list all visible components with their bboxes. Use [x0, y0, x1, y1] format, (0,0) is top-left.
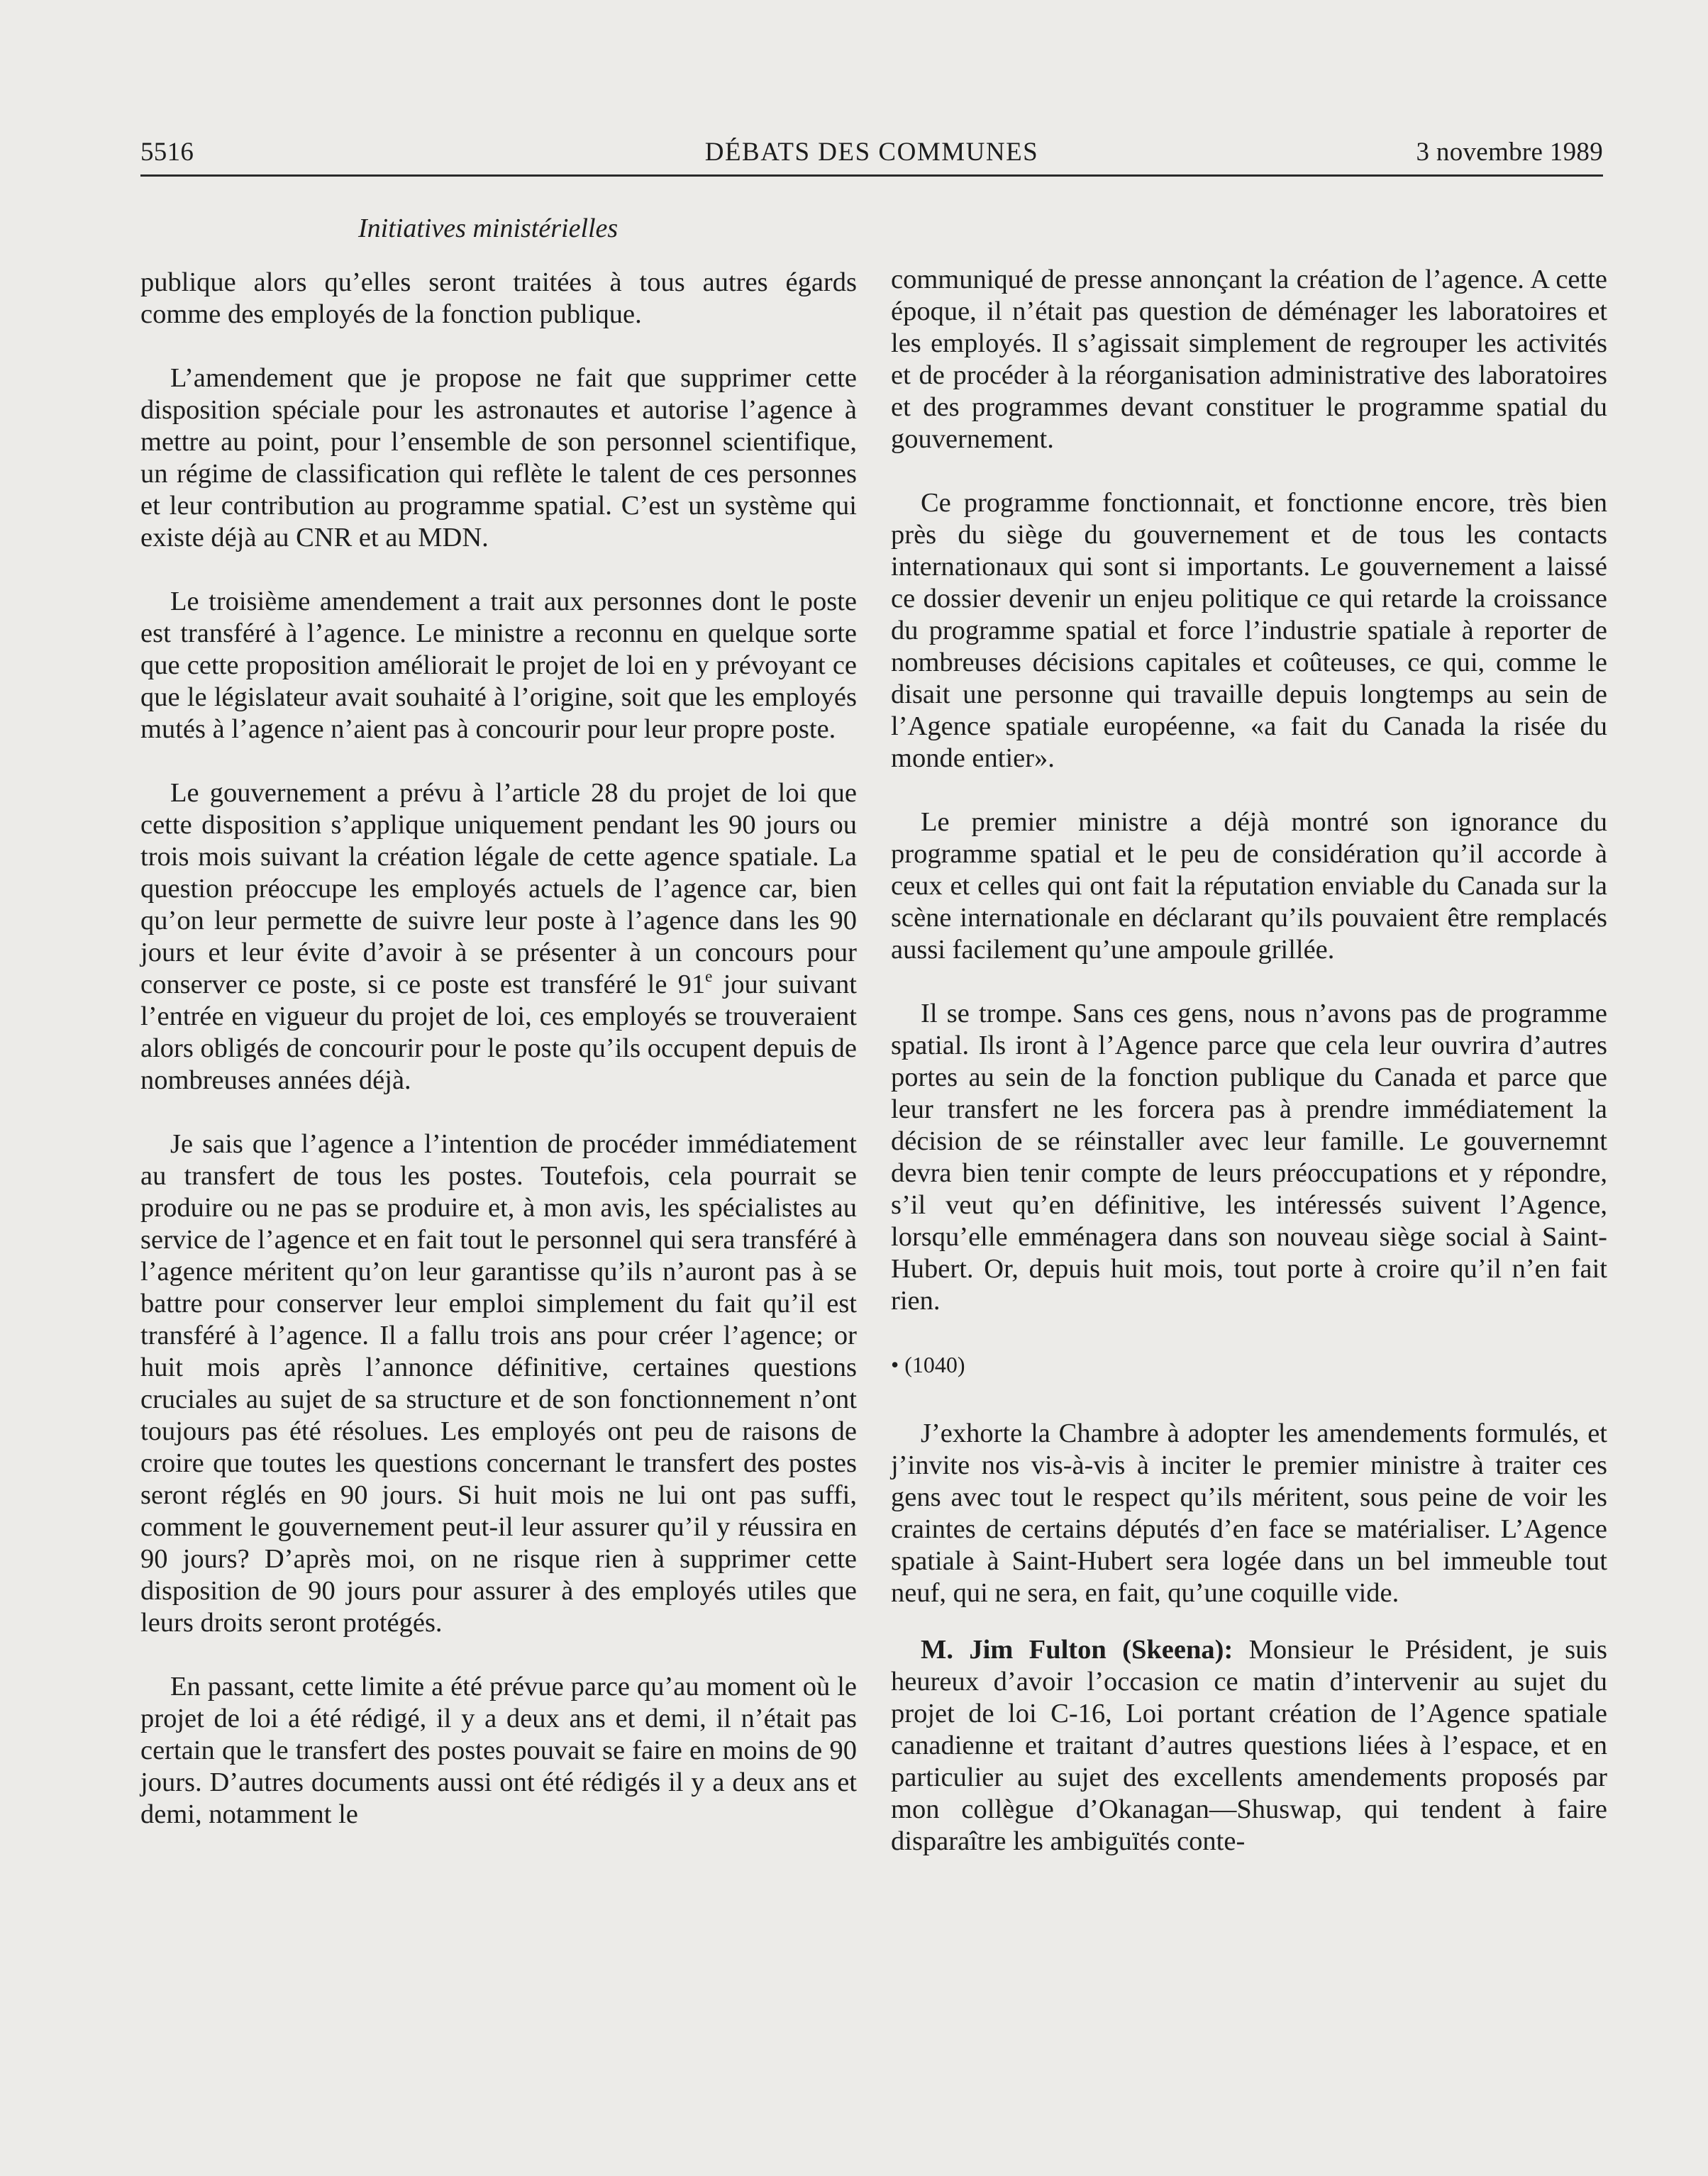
section-title: Initiatives ministérielles — [358, 213, 619, 243]
paragraph: J’exhorte la Chambre à adopter les amendements formulés, et j’invite nos vis-à-vis à inciter le premier ministre à traiter ces gens avec tout le respect qu’ils méritent, sous peine de voir les craintes de certains députés d’en face se matérialiser. L’Agence spatiale à Saint-Hubert sera logée dans un bel immeuble tout neuf, qui ne sera, en fait, qu’une coquille vide. — [891, 1419, 1607, 1608]
time-marker: • (1040) — [891, 1352, 965, 1377]
paragraph: Je sais que l’agence a l’intention de procéder immédiatement au transfert de tous les postes. Toutefois, cela pourrait se produire ou ne pas se produire et, à mon avis, les spécialistes au service de l’agence et en fait tout le personnel qui sera transféré à l’agence méritent qu’on leur garantisse qu’ils n’auront pas à se battre pour conserver leur emploi simplement du fait qu’il est transféré à l’agence. Il a fallu trois ans pour créer l’agence; or huit mois après l’annonce définitive, certaines questions cruciales au sujet de sa structure et de son fonctionnement n’ont toujours pas été résolues. Les employés ont peu de raisons de croire que toutes les questions concernant le transfert des postes seront réglés en 90 jours. Si huit mois ne lui ont pas suffi, comment le gouvernement peut-il leur assurer qu’il y réussira en 90 jours? D’après moi, on ne risque rien à supprimer cette disposition de 90 jours pour assurer à des employés utiles que leurs droits seront protégés. — [140, 1129, 857, 1638]
speaker-name: M. Jim Fulton (Skeena): — [921, 1635, 1233, 1665]
page-header — [140, 135, 1603, 177]
paragraph — [140, 777, 857, 1097]
publication-title: DÉBATS DES COMMUNES — [704, 138, 1039, 167]
right-column — [891, 264, 1607, 1889]
paragraph: publique alors qu’elles seront traitées à tous autres égards comme des employés de la fonction publique. — [140, 267, 857, 329]
paragraph: Il se trompe. Sans ces gens, nous n’avons pas de programme spatial. Ils iront à l’Agence parce que cela leur ouvrira d’autres portes au sein de la fonction publique du Canada et parce que leur transfert ne les forcera pas à prendre immédiatement la décision de se réinstaller avec leur famille. Le gouvernemnt devra bien tenir compte de leurs préoccupations et y répondre, s’il veut qu’en définitive, les intéressés suivent l’Agence, lorsqu’elle emménagera dans son nouveau siège social à Saint-Hubert. Or, depuis huit mois, tout porte à croire qu’il n’en fait rien. — [891, 999, 1607, 1316]
paragraph: Le troisième amendement a trait aux personnes dont le poste est transféré à l’agence. Le ministre a reconnu en quelque sorte que cette proposition améliorait le projet de loi en y prévoyant ce que le législateur avait souhaité à l’origine, soit que les employés mutés à l’agence n’aient pas à concourir pour leur propre poste. — [140, 587, 857, 744]
paragraph-text: Monsieur le Président, je suis heureux d’avoir l’occasion ce matin d’intervenir au sujet du projet de loi C-16, Loi portant création de l’Agence spatiale canadienne et traitant d’autres questions liées à l’espace, et en particulier au sujet des excellents amendements proposés par mon collègue d’Okanagan—Shuswap, qui tendent à faire disparaître les ambiguïtés conte- — [891, 1635, 1608, 1856]
paragraph: Le premier ministre a déjà montré son ignorance du programme spatial et le peu de considération qu’il accorde à ceux et celles qui ont fait la réputation enviable du Canada sur la scène internationale en déclarant qu’ils pouvaient être remplacés aussi facilement qu’une ampoule grillée. — [891, 807, 1607, 965]
speech-paragraph — [891, 1634, 1607, 1858]
paragraph-text: jour suivant l’entrée en vigueur du projet de loi, ces employés se trouveraient alors obligés de concourir pour le poste qu’ils occupent depuis de nombreuses années déjà. — [140, 970, 857, 1095]
paragraph: En passant, cette limite a été prévue parce qu’au moment où le projet de loi a été rédigé, il y a deux ans et demi, il n’était pas certain que le transfert des postes pouvait se faire en moins de 90 jours. D’autres documents aussi ont été rédigés il y a deux ans et demi, notamment le — [140, 1672, 857, 1829]
publication-date: 3 novembre 1989 — [1416, 138, 1603, 167]
paragraph: communiqué de presse annonçant la création de l’agence. A cette époque, il n’était pas question de déménager les laboratoires et les employés. Il s’agissait simplement de regrouper les activités et de procéder à la réorganisation administrative des laboratoires et des programmes devant constituer le programme spatial du gouvernement. — [891, 265, 1607, 454]
superscript: e — [705, 966, 713, 985]
paragraph-text: Le gouvernement a prévu à l’article 28 du projet de loi que cette disposition s’applique uniquement pendant les 90 jours ou trois mois suivant la création légale de cette agence spatiale. La question préoccupe les employés actuels de l’agence car, bien qu’on leur permette de suivre leur poste à l’agence dans les 90 jours et leur évite d’avoir à se présenter à un concours pour conserver ce poste, si ce poste est transféré le 91 — [140, 778, 857, 999]
paragraph: L’amendement que je propose ne fait que supprimer cette disposition spéciale pour les astronautes et autorise l’agence à mettre au point, pour l’ensemble de son personnel scientifique, un régime de classification qui reflète le talent de ces personnes et leur contribution au programme spatial. C’est un système qui existe déjà au CNR et au MDN. — [140, 363, 857, 553]
page-number: 5516 — [140, 138, 194, 167]
paragraph: Ce programme fonctionnait, et fonctionne encore, très bien près du siège du gouvernement et de tous les contacts internationaux qui sont si importants. Le gouvernement a laissé ce dossier devenir un enjeu politique ce qui retarde la croissance du programme spatial et force l’industrie spatiale à reporter de nombreuses décisions capitales et coûteuses, ce qui, comme le disait une personne qui travaille depuis longtemps au sein de l’Agence spatiale européenne, «a fait du Canada la risée du monde entier». — [891, 488, 1607, 773]
left-column — [140, 267, 857, 1863]
